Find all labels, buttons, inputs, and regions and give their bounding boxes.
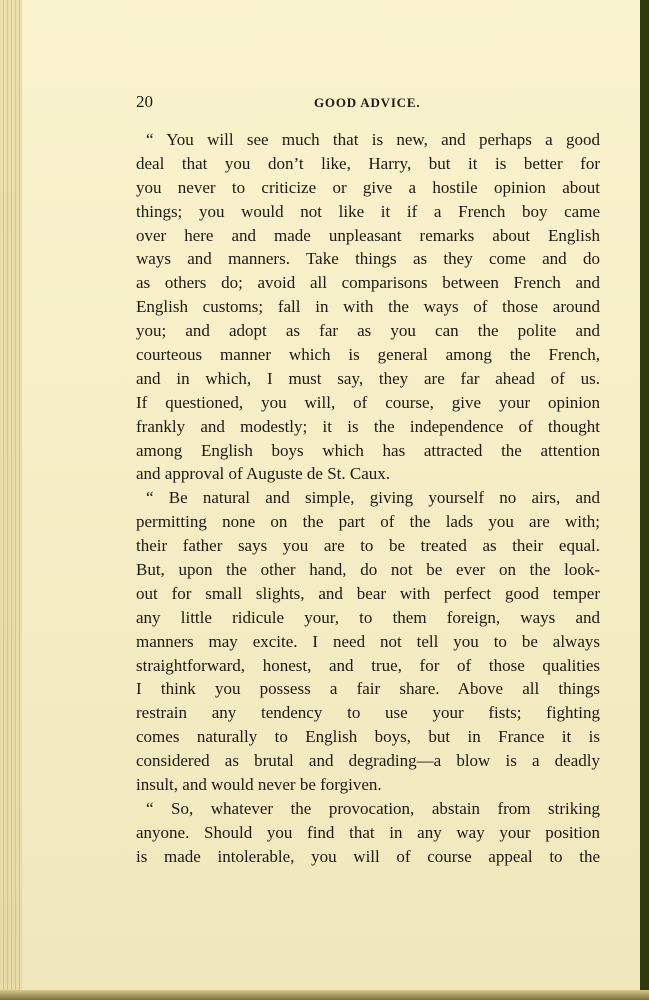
page-bottom-edge xyxy=(0,990,649,1000)
text-line: among English boys which has attracted the attention xyxy=(136,440,600,460)
text-line: is made intolerable, you will of course appeal to the xyxy=(136,846,600,866)
text-line: you never to criticize or give a hostile opinion about xyxy=(136,177,600,197)
page-number: 20 xyxy=(136,92,153,111)
text-line: courteous manner which is general among the French, xyxy=(136,345,600,365)
text-line: manners may excite. I need not tell you to be always xyxy=(136,631,600,651)
text-line: anyone. Should you find that in any way your position xyxy=(136,822,600,842)
text-line: straightforward, honest, and true, for of those qualities xyxy=(136,655,600,675)
text-line: “ So, whatever the provocation, abstain from striking xyxy=(146,798,600,818)
text-line: frankly and modestly; it is the independence of thought xyxy=(136,416,600,436)
book-cover-edge xyxy=(640,0,649,1000)
text-line: and approval of Auguste de St. Caux. xyxy=(136,464,391,484)
text-line: “ You will see much that is new, and perhaps a good xyxy=(146,130,600,149)
body-text xyxy=(136,128,600,869)
text-line: English customs; fall in with the ways of those around xyxy=(136,297,600,317)
text-line: you; and adopt as far as you can the polite and xyxy=(136,321,600,341)
running-head: GOOD ADVICE. xyxy=(314,95,421,110)
text-line: things; you would not like it if a French boy came xyxy=(136,201,600,221)
text-line: restrain any tendency to use your fists; fighting xyxy=(136,703,600,723)
text-line: deal that you don’t like, Harry, but it is better for xyxy=(136,153,600,173)
text-line: considered as brutal and degrading—a blow is a deadly xyxy=(136,751,600,771)
text-line: over here and made unpleasant remarks about English xyxy=(136,225,600,245)
text-line: and in which, I must say, they are far ahead of us. xyxy=(136,368,600,388)
text-line: permitting none on the part of the lads you are with; xyxy=(136,512,600,532)
text-line: But, upon the other hand, do not be ever on the look- xyxy=(136,560,600,580)
text-line: any little ridicule your, to them foreign, ways and xyxy=(136,607,600,627)
page-gutter-edge xyxy=(0,0,22,1000)
text-line: ways and manners. Take things as they come and do xyxy=(136,249,600,269)
text-line: out for small slights, and bear with perfect good temper xyxy=(136,583,600,603)
text-line: their father says you are to be treated as their equal. xyxy=(136,536,600,556)
text-line: comes naturally to English boys, but in France it is xyxy=(136,727,600,747)
text-line: I think you possess a fair share. Above all things xyxy=(136,679,600,699)
text-line: insult, and would never be forgiven. xyxy=(136,775,382,795)
text-line: If questioned, you will, of course, give your opinion xyxy=(136,392,600,412)
page-header xyxy=(136,92,600,116)
text-line: as others do; avoid all comparisons between French and xyxy=(136,273,600,293)
text-line: “ Be natural and simple, giving yourself no airs, and xyxy=(146,488,600,508)
